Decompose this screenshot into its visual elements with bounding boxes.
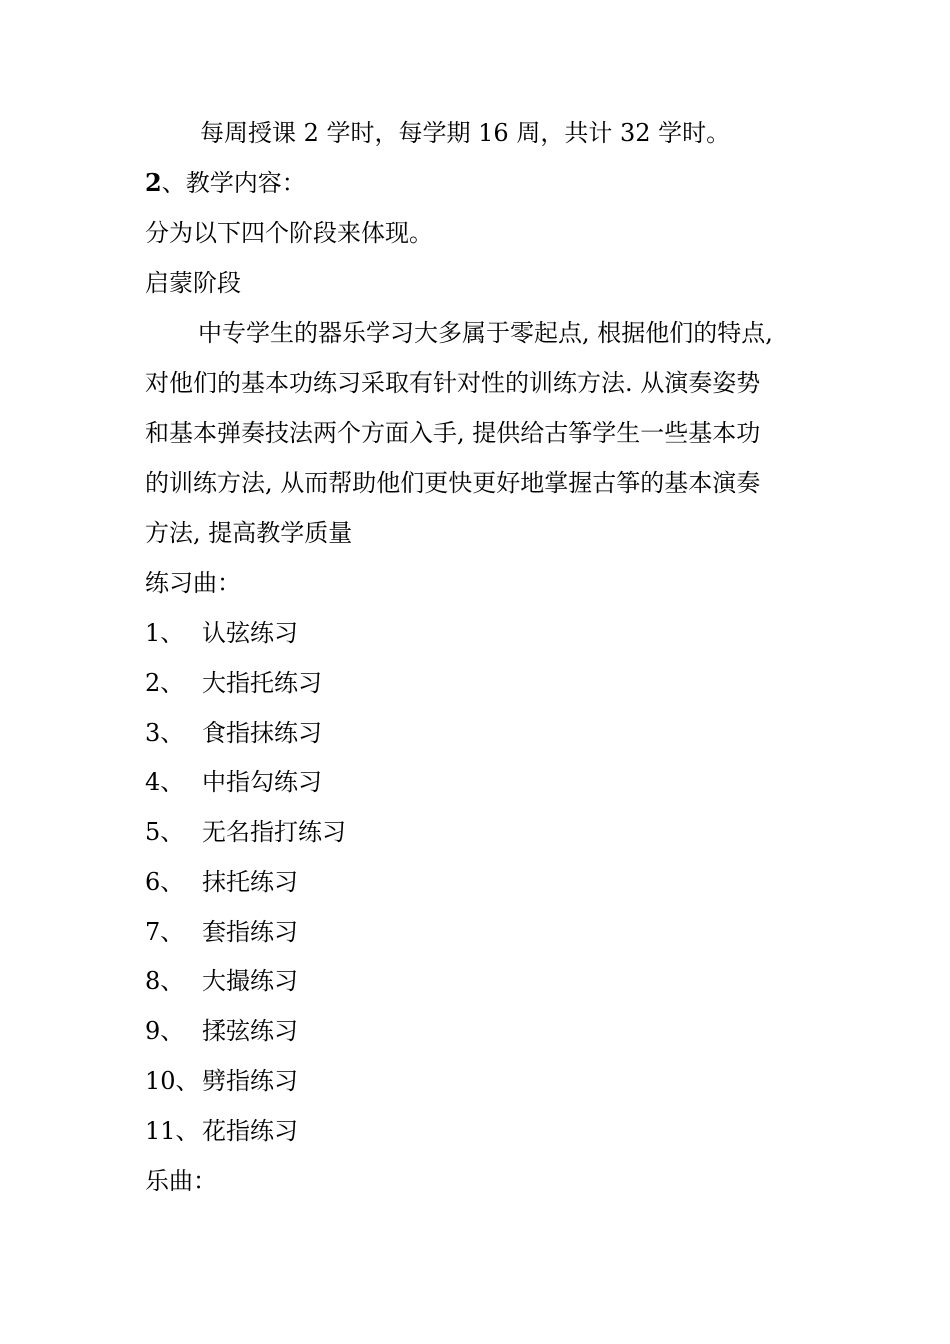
section-number: 2 — [145, 168, 162, 197]
list-item — [145, 668, 322, 698]
list-item-label: 大指托练习 — [202, 669, 322, 697]
section-heading — [145, 168, 306, 198]
paragraph-line-1: 中专学生的器乐学习大多属于零起点, 根据他们的特点, — [198, 319, 773, 347]
list-item-label: 劈指练习 — [202, 1067, 298, 1095]
intro-line: 每周授课 2 学时，每学期 16 周，共计 32 学时。 — [200, 119, 731, 147]
list-item-label: 花指练习 — [202, 1117, 298, 1145]
list-item — [145, 1016, 298, 1046]
list-item-label: 抹托练习 — [202, 868, 298, 896]
list-item-label: 套指练习 — [202, 918, 298, 946]
list-item — [145, 917, 298, 947]
list-item-number: 8、 — [145, 967, 185, 995]
list-item-number: 5、 — [145, 818, 185, 846]
paragraph-line-2: 对他们的基本功练习采取有针对性的训练方法. 从演奏姿势 — [145, 369, 761, 397]
stage-title: 启蒙阶段 — [145, 269, 241, 297]
list-item-number: 9、 — [145, 1017, 185, 1045]
pieces-heading: 乐曲： — [145, 1167, 217, 1195]
list-item-label: 揉弦练习 — [202, 1017, 298, 1045]
list-item-number: 11、 — [145, 1117, 200, 1145]
list-item-number: 4、 — [145, 768, 185, 796]
list-item — [145, 1116, 298, 1146]
list-item-number: 10、 — [145, 1067, 200, 1095]
list-item — [145, 618, 298, 648]
list-item-label: 无名指打练习 — [202, 818, 346, 846]
list-item — [145, 817, 346, 847]
list-item-label: 认弦练习 — [202, 619, 298, 647]
list-item-label: 大撮练习 — [202, 967, 298, 995]
list-item-number: 6、 — [145, 868, 185, 896]
list-item — [145, 718, 322, 748]
list-item — [145, 1066, 298, 1096]
list-item-label: 中指勾练习 — [202, 768, 322, 796]
list-item-number: 2、 — [145, 669, 185, 697]
etudes-heading: 练习曲： — [145, 569, 241, 597]
list-item — [145, 966, 298, 996]
list-item-number: 7、 — [145, 918, 185, 946]
list-item-label: 食指抹练习 — [202, 719, 322, 747]
section-description: 分为以下四个阶段来体现。 — [145, 219, 433, 247]
list-item — [145, 867, 298, 897]
section-title: 、教学内容： — [161, 169, 306, 197]
list-item — [145, 767, 322, 797]
paragraph-line-3: 和基本弹奏技法两个方面入手, 提供给古筝学生一些基本功 — [145, 419, 761, 447]
paragraph-line-5: 方法, 提高教学质量 — [145, 519, 353, 547]
paragraph-line-4: 的训练方法, 从而帮助他们更快更好地掌握古筝的基本演奏 — [145, 469, 761, 497]
list-item-number: 3、 — [145, 719, 185, 747]
list-item-number: 1、 — [145, 619, 185, 647]
